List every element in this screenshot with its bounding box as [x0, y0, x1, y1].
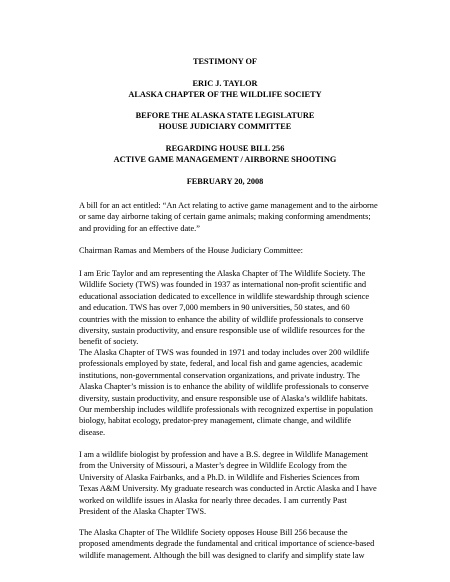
- heading-date-block: [60, 176, 390, 187]
- paragraph-bill-title: A bill for an act entitled: “An Act relating to active game management and to the airborne or same day airborne taking of certain game animals; making conforming amendments; and providing for an effective date.”: [79, 201, 378, 233]
- paragraph-salutation: Chairman Ramas and Members of the House Judiciary Committee:: [79, 246, 303, 255]
- heading-witness-block: [60, 78, 390, 100]
- heading-subject: ACTIVE GAME MANAGEMENT / AIRBORNE SHOOTING: [113, 155, 337, 164]
- heading-testimony-block: [60, 56, 390, 67]
- heading-witness-name: ERIC J. TAYLOR: [192, 79, 258, 88]
- heading-bill: REGARDING HOUSE BILL 256: [165, 144, 285, 153]
- heading-before-block: [60, 110, 390, 132]
- heading-chapter: ALASKA CHAPTER OF THE WILDLIFE SOCIETY: [128, 90, 322, 99]
- paragraph-opposition: The Alaska Chapter of The Wildlife Society opposes House Bill 256 because the proposed amendments degrade the fundamental and critical importance of science-based wildlife management. Although the bill was designed to clarify and simplify state law: [79, 528, 375, 560]
- paragraph-tws-intro: I am Eric Taylor and am representing the Alaska Chapter of The Wildlife Society. The Wildlife Society (TWS) was founded in 1937 as international non-profit scientific and educational association dedicated to excellence in wildlife stewardship through science and education. TWS has over 7,000 members in 90 universities, 50 states, and 60 countries with the mission to enhance the ability of wildlife professionals to conserve diversity, sustain productivity, and ensure responsible use of wildlife resources for the benefit of society.: [79, 269, 370, 347]
- heading-committee: HOUSE JUDICIARY COMMITTEE: [158, 122, 292, 131]
- heading-date: FEBRUARY 20, 2008: [186, 177, 264, 186]
- heading-testimony-of: TESTIMONY OF: [192, 57, 257, 66]
- paragraph-alaska-chapter: The Alaska Chapter of TWS was founded in 1971 and today includes over 200 wildlife professionals employed by state, federal, and local fish and game agencies, academic institutions, non-governmental conservation organizations, and private industry. The Alaska Chapter’s mission is to enhance the ability of wildlife professionals to conserve diversity, sustain productivity, and ensure responsible use of Alaska’s wildlife habitats. Our membership includes wildlife professionals with recognized expertise in population biology, habitat ecology, predator-prey management, climate change, and wildlife disease.: [79, 348, 373, 437]
- heading-regarding-block: [60, 143, 390, 165]
- heading-legislature: BEFORE THE ALASKA STATE LEGISLATURE: [135, 111, 315, 120]
- paragraph-credentials: I am a wildlife biologist by profession and have a B.S. degree in Wildlife Management from the University of Missouri, a Master’s degree in Wildlife Ecology from the University of Alaska Fairbanks, and a Ph.D. in Wildlife and Fisheries Sciences from Texas A&M University. My graduate research was conducted in Arctic Alaska and I have worked on wildlife issues in Alaska for nearly three decades. I am currently Past President of the Alaska Chapter TWS.: [79, 450, 377, 517]
